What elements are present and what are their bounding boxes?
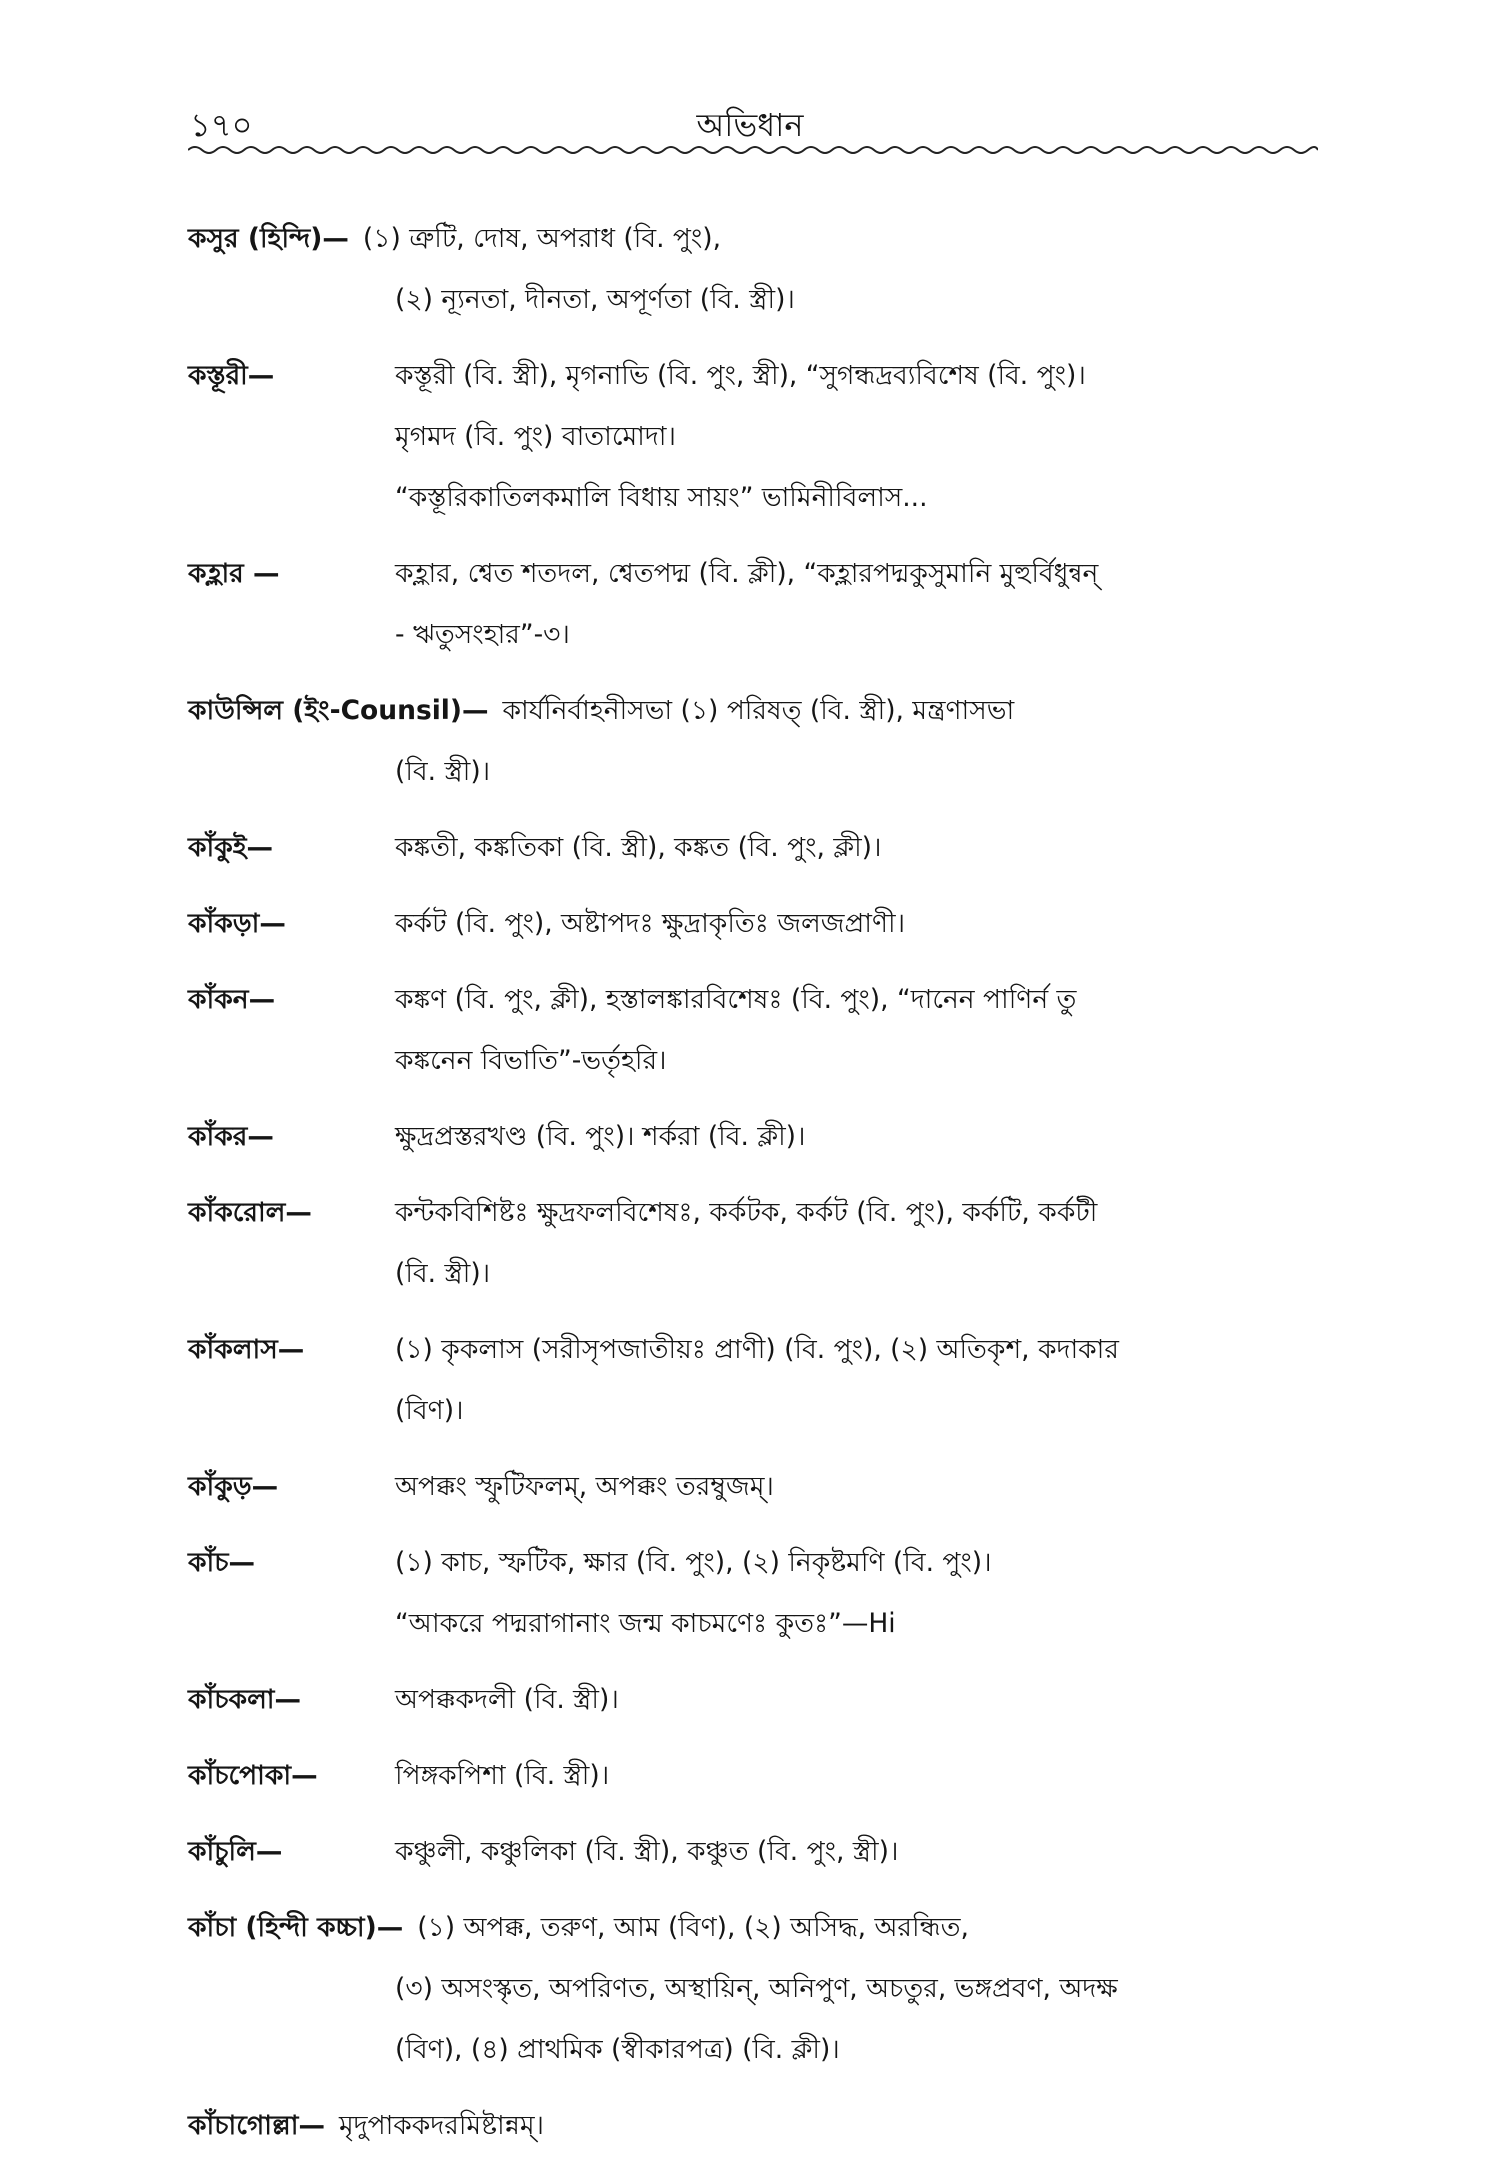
dictionary-entry	[188, 969, 1318, 1091]
entry-definition-line: (১) ত্রুটি, দোষ, অপরাধ (বি. পুং),	[362, 223, 722, 254]
entry-definition-line: (বি. স্ত্রী)।	[395, 1258, 491, 1289]
entry-definition-line: কঙ্কণ (বি. পুং, ক্লী), হস্তালঙ্কারবিশেষঃ (বি. পুং), “দানেন পাণির্ন তু	[395, 984, 1077, 1015]
entry-definition-line: কঙ্কনেন বিভাতি”-ভর্তৃহরি।	[395, 1045, 667, 1076]
entry-definition-line: মৃগমদ (বি. পুং) বাতামোদা।	[395, 421, 676, 452]
entry-headword: কাঁকর—	[188, 1121, 274, 1152]
dictionary-entry	[188, 1532, 1318, 1654]
header-wavy-rule	[188, 142, 1318, 158]
dictionary-entry	[188, 543, 1318, 665]
entry-headword: কাঁচপোকা—	[188, 1760, 318, 1791]
entry-definition-line: কহ্লার, শ্বেত শতদল, শ্বেতপদ্ম (বি. ক্লী), “কহ্লারপদ্মকুসুমানি মুহুর্বিধুন্বন্	[395, 558, 1099, 589]
entry-headword: কাঁচুলি—	[188, 1836, 283, 1867]
entry-definition-line: ক্ষুদ্রপ্রস্তরখণ্ড (বি. পুং)। শর্করা (বি. ক্লী)।	[395, 1121, 806, 1152]
entry-headword: কাঁকলাস—	[188, 1334, 305, 1365]
dictionary-entry	[188, 1897, 1318, 2080]
entry-headword: কাউন্সিল (ইং-Counsil)—	[188, 695, 489, 726]
dictionary-entry	[188, 1456, 1318, 1517]
entry-definition-line: (বিণ)।	[395, 1395, 464, 1426]
page-number: ১৭০	[190, 106, 253, 144]
dictionary-entry	[188, 1319, 1318, 1441]
dictionary-entry	[188, 345, 1318, 528]
entry-definition-line: (২) ন্যূনতা, দীনতা, অপূর্ণতা (বি. স্ত্রী)।	[395, 284, 795, 315]
entry-headword: কাঁচকলা—	[188, 1684, 301, 1715]
dictionary-entry	[188, 680, 1318, 802]
dictionary-entry	[188, 1182, 1318, 1304]
dictionary-entry	[188, 1745, 1318, 1806]
entry-headword: কস্তূরী—	[188, 360, 275, 391]
entry-definition-line: কঞ্চুলী, কঞ্চুলিকা (বি. স্ত্রী), কঞ্চুত (বি. পুং, স্ত্রী)।	[395, 1836, 899, 1867]
dictionary-entry	[188, 817, 1318, 878]
dictionary-entry	[188, 208, 1318, 330]
entry-definition-line: মৃদুপাককদরমিষ্টান্নম্‌।	[338, 2110, 545, 2141]
entry-definition-line: কস্তূরী (বি. স্ত্রী), মৃগনাভি (বি. পুং, স্ত্রী), “সুগন্ধদ্রব্যবিশেষ (বি. পুং)।	[395, 360, 1086, 391]
dictionary-entry	[188, 1106, 1318, 1167]
dictionary-entries	[188, 208, 1318, 2171]
dictionary-entry	[188, 893, 1318, 954]
dictionary-entry	[188, 2095, 1318, 2156]
entry-headword: কাঁচা (হিন্দী কচ্চা)—	[188, 1912, 404, 1943]
entry-definition-line: (বি. স্ত্রী)।	[395, 756, 491, 787]
entry-definition-line: কন্টকবিশিষ্টঃ ক্ষুদ্রফলবিশেষঃ, কর্কটক, কর্কট (বি. পুং), কর্কটি, কর্কটী	[395, 1197, 1098, 1228]
entry-definition-line: কর্কট (বি. পুং), অষ্টাপদঃ ক্ষুদ্রাকৃতিঃ জলজপ্রাণী।	[395, 908, 906, 939]
entry-definition-line: কঙ্কতী, কঙ্কতিকা (বি. স্ত্রী), কঙ্কত (বি. পুং, ক্লী)।	[395, 832, 882, 863]
entry-quote-line: “আকরে পদ্মরাগানাং জন্ম কাচমণেঃ কুতঃ”—Hi	[395, 1608, 896, 1639]
entry-definition-line: (বিণ), (৪) প্রাথমিক (স্বীকারপত্র) (বি. ক্লী)।	[395, 2034, 840, 2065]
entry-headword: কাঁচাগোল্লা—	[188, 2110, 325, 2141]
entry-definition-line: (১) কৃকলাস (সরীসৃপজাতীয়ঃ প্রাণী) (বি. পুং), (২) অতিকৃশ, কদাকার	[395, 1334, 1119, 1365]
entry-headword: কাঁকুই—	[188, 832, 274, 863]
entry-quote-line: “কস্তূরিকাতিলকমালি বিধায় সায়ং” ভামিনীবিলাস...	[395, 482, 928, 513]
dictionary-entry	[188, 1821, 1318, 1882]
page-title: অভিধান	[696, 106, 804, 144]
entry-definition-line: (৩) অসংস্কৃত, অপরিণত, অস্থায়িন্‌, অনিপুণ, অচতুর, ভঙ্গপ্রবণ, অদক্ষ	[395, 1973, 1118, 2004]
entry-headword: কাঁকড়া—	[188, 908, 286, 939]
entry-definition-line: কার্যনির্বাহনীসভা (১) পরিষত্‌ (বি. স্ত্রী), মন্ত্রণাসভা	[502, 695, 1015, 726]
entry-definition-line: অপক্কং স্ফুটিফলম্‌, অপক্কং তরম্বুজম্‌।	[395, 1471, 774, 1502]
entry-headword: কাঁচ—	[188, 1547, 256, 1578]
dictionary-entry	[188, 1669, 1318, 1730]
entry-headword: কহ্লার —	[188, 558, 280, 589]
entry-definition-line: - ঋতুসংহার”-৩।	[395, 619, 570, 650]
entry-definition-line: অপক্ককদলী (বি. স্ত্রী)।	[395, 1684, 619, 1715]
entry-definition-line: পিঙ্গকপিশা (বি. স্ত্রী)।	[395, 1760, 610, 1791]
entry-headword: কাঁকুড়—	[188, 1471, 279, 1502]
entry-headword: কাঁকরোল—	[188, 1197, 312, 1228]
entry-definition-line: (১) অপক্ক, তরুণ, আম (বিণ), (২) অসিদ্ধ, অরন্ধিত,	[417, 1912, 969, 1943]
entry-definition-line: (১) কাচ, স্ফটিক, ক্ষার (বি. পুং), (২) নিকৃষ্টমণি (বি. পুং)।	[395, 1547, 992, 1578]
entry-headword: কসুর (হিন্দি)—	[188, 223, 349, 254]
entry-headword: কাঁকন—	[188, 984, 276, 1015]
